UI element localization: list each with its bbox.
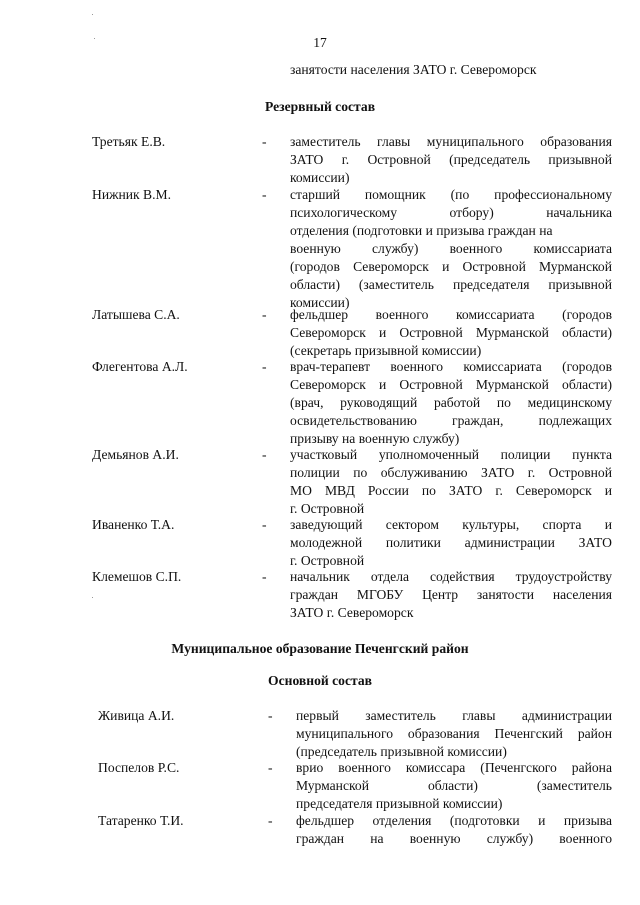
member-name: Клемешов С.П. [92,569,182,584]
member-name: Латышева С.А. [92,307,180,322]
position-line: полиции по обслуживанию ЗАТО г. Островной [290,465,612,480]
position-line: Североморск и Островной Мурманской области) [290,325,612,340]
member-position [290,568,612,622]
member-name: Демьянов А.И. [92,447,179,462]
member-position [296,707,612,761]
dash-separator: - [262,307,267,322]
position-line: ЗАТО г. Островной (председатель призывной [290,152,612,167]
member-name: Нижник В.М. [92,187,171,202]
position-line: ЗАТО г. Североморск [290,605,414,620]
member-position [296,812,612,848]
dash-separator: - [262,359,267,374]
subheading-main-composition: Основной состав [268,673,372,688]
continuation-line: занятости населения ЗАТО г. Североморск [290,62,537,77]
position-line: области) (заместитель председателя призывной [290,277,612,292]
position-line: врио военного комиссара (Печенгского района [296,760,612,775]
position-line: военную службу) военного комиссариата [290,241,612,256]
position-line: председателя призывной комиссии) [296,796,503,811]
position-line: психологическому отбору) начальника [290,205,612,220]
member-name: Поспелов Р.С. [98,760,180,775]
scan-speck [94,38,95,39]
member-name: Флегентова А.Л. [92,359,188,374]
position-line: призыву на военную службу) [290,431,460,446]
position-line: комиссии) [290,170,350,185]
member-position [296,759,612,813]
page-number: 17 [313,35,327,50]
dash-separator: - [262,569,267,584]
member-name: Татаренко Т.И. [98,813,184,828]
scan-speck [92,14,93,15]
position-line: комиссии) [290,295,350,310]
position-line: Североморск и Островной Мурманской области) [290,377,612,392]
position-line: заместитель главы муниципального образования [290,134,612,149]
position-line: граждан на военную службу) военного [296,831,612,846]
position-line: граждан МГОБУ Центр занятости населения [290,587,612,602]
member-position [290,358,612,448]
position-line: начальник отдела содействия трудоустройству [290,569,612,584]
position-line: старший помощник (по профессиональному [290,187,612,202]
dash-separator: - [268,708,273,723]
position-line: г. Островной [290,501,365,516]
position-line: г. Островной [290,553,365,568]
member-name: Живица А.И. [98,708,175,723]
position-line: освидетельствованию граждан, подлежащих [290,413,612,428]
dash-separator: - [262,134,267,149]
member-position [290,306,612,360]
member-name: Третьяк Е.В. [92,134,166,149]
position-line: (городов Североморск и Островной Мурманской [290,259,612,274]
member-position [290,446,612,518]
position-line: участковый уполномоченный полиции пункта [290,447,612,462]
position-line: (секретарь призывной комиссии) [290,343,482,358]
dash-separator: - [268,760,273,775]
section-heading-pechenga: Муниципальное образование Печенгский район [171,641,469,656]
position-line: Мурманской области) (заместитель [296,778,612,793]
dash-separator: - [262,447,267,462]
position-line: фельдшер военного комиссариата (городов [290,307,612,322]
member-name: Иваненко Т.А. [92,517,175,532]
position-line: муниципального образования Печенгский район [296,726,612,741]
dash-separator: - [262,187,267,202]
position-line: молодежной политики администрации ЗАТО [290,535,612,550]
member-position [290,133,612,187]
dash-separator: - [268,813,273,828]
scan-speck [92,597,93,598]
position-line: (врач, руководящий работой по медицинскому [290,395,612,410]
section-heading-reserve: Резервный состав [264,99,376,114]
position-line: МО МВД России по ЗАТО г. Североморск и [290,483,612,498]
position-line: первый заместитель главы администрации [296,708,612,723]
position-line: отделения (подготовки и призыва граждан на [290,223,553,238]
member-position [290,516,612,570]
position-line: врач-терапевт военного комиссариата (городов [290,359,612,374]
position-line: заведующий сектором культуры, спорта и [290,517,612,532]
position-line: (председатель призывной комиссии) [296,744,507,759]
position-line: фельдшер отделения (подготовки и призыва [296,813,612,828]
dash-separator: - [262,517,267,532]
member-position [290,186,612,312]
